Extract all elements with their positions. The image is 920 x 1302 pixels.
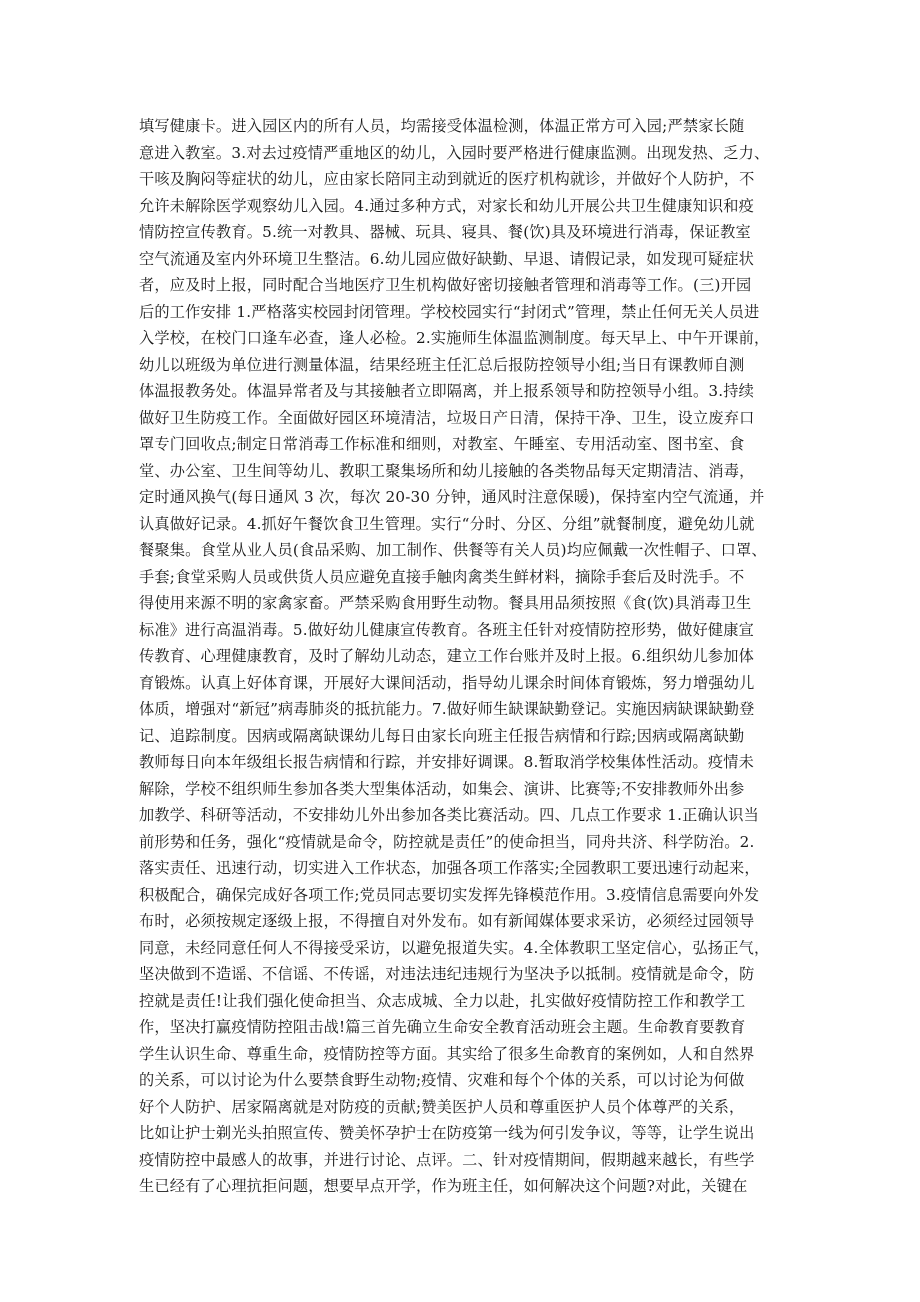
text-line: 空气流通及室内外环境卫生整洁。6.幼儿园应做好缺勤、早退、请假记录，如发现可疑症状 bbox=[139, 249, 755, 268]
text-line: 体质，增强对“新冠”病毒肺炎的抵抗能力。7.做好师生缺课缺勤登记。实施因病缺课缺勤登 bbox=[139, 700, 755, 718]
text-line: 坚决做到不造谣、不信谣、不传谣，对违法违纪违规行为坚决予以抵制。疫情就是命令，防 bbox=[139, 965, 755, 983]
text-line: 填写健康卡。进入园区内的所有人员，均需接受体温检测，体温正常方可入园;严禁家长随 bbox=[139, 117, 745, 135]
text-line: 作，坚决打赢疫情防控阻击战!篇三首先确立生命安全教育活动班会主题。生命教育要教育 bbox=[139, 1018, 746, 1036]
text-line: 控就是责任!让我们强化使命担当、众志成城、全力以赴，扎实做好疫情防控工作和教学工 bbox=[139, 991, 746, 1010]
text-line: 布时，必须按规定逐级上报，不得擅自对外发布。如有新闻媒体要求采访，必须经过园领导 bbox=[139, 912, 755, 930]
text-line: 手套;食堂采购人员或供货人员应避免直接手触肉禽类生鲜材料，摘除手套后及时洗手。不 bbox=[139, 567, 745, 586]
text-line: 认真做好记录。4.抓好午餐饮食卫生管理。实行“分时、分区、分组”就餐制度，避免幼儿就 bbox=[139, 514, 755, 533]
text-line: 好个人防护、居家隔离就是对防疫的贡献;赞美医护人员和尊重医护人员个体尊严的关系， bbox=[139, 1097, 745, 1116]
text-line: 堂、办公室、卫生间等幼儿、教职工聚集场所和幼儿接触的各类物品每天定期清洁、消毒， bbox=[139, 461, 755, 480]
text-line: 积极配合，确保完成好各项工作;党员同志要切实发挥先锋模范作用。3.疫情信息需要向外发 bbox=[139, 885, 760, 904]
text-line: 定时通风换气(每日通风 3 次，每次 20-30 分钟，通风时注意保暖)，保持室内空气流通，并 bbox=[139, 488, 765, 506]
text-line: 落实责任、迅速行动，切实进入工作状态，加强各项工作落实;全园教职工要迅速行动起来， bbox=[139, 859, 760, 877]
text-line: 情防控宣传教育。5.统一对教具、器械、玩具、寝具、餐(饮)具及环境进行消毒，保证教室 bbox=[139, 223, 751, 241]
text-line: 传教育、心理健康教育，及时了解幼儿动态，建立工作台账并及时上报。6.组织幼儿参加体 bbox=[139, 647, 755, 665]
text-line: 做好卫生防疫工作。全面做好园区环境清洁，垃圾日产日清，保持干净、卫生，设立废弃口 bbox=[139, 408, 755, 427]
text-line: 幼儿以班级为单位进行测量体温，结果经班主任汇总后报防控领导小组;当日有课教师自测 bbox=[139, 355, 745, 374]
text-line: 的关系，可以讨论为什么要禁食野生动物;疫情、灾难和每个个体的关系，可以讨论为何做 bbox=[139, 1071, 745, 1089]
text-line: 教师每日向本年级组长报告病情和行踪，并安排好调课。8.暂取消学校集体性活动。疫情未 bbox=[139, 753, 755, 771]
text-line: 体温报教务处。体温异常者及与其接触者立即隔离，并上报系领导和防控领导小组。3.持续 bbox=[139, 382, 755, 400]
text-line: 学生认识生命、尊重生命，疫情防控等方面。其实给了很多生命教育的案例如，人和自然界 bbox=[139, 1044, 755, 1063]
text-line: 比如让护士剃光头拍照宣传、赞美怀孕护士在防疫第一线为何引发争议，等等，让学生说出 bbox=[139, 1124, 755, 1142]
text-line: 生已经有了心理抗拒问题，想要早点开学，作为班主任，如何解决这个问题?对此，关键在 bbox=[139, 1177, 748, 1195]
text-line: 干咳及胸闷等症状的幼儿，应由家长陪同主动到就近的医疗机构就诊，并做好个人防护，不 bbox=[139, 170, 755, 188]
text-line: 同意，未经同意任何人不得接受采访，以避免报道失实。4.全体教职工坚定信心，弘扬正气， bbox=[139, 938, 770, 957]
text-line: 允许未解除医学观察幼儿入园。4.通过多种方式，对家长和幼儿开展公共卫生健康知识和疫 bbox=[139, 196, 755, 215]
text-line: 疫情防控中最感人的故事，并进行讨论、点评。二、针对疫情期间，假期越来越长，有些学 bbox=[139, 1150, 755, 1169]
body-text bbox=[139, 113, 785, 1200]
text-line: 罩专门回收点;制定日常消毒工作标准和细则，对教室、午睡室、专用活动室、图书室、食 bbox=[139, 435, 745, 453]
text-line: 前形势和任务，强化“疫情就是命令，防控就是责任”的使命担当，同舟共济、科学防治。2. bbox=[139, 832, 755, 851]
text-line: 入学校，在校门口逢车必查，逢人必检。2.实施师生体温监测制度。每天早上、中午开课前， bbox=[139, 329, 770, 347]
text-line: 后的工作安排 1.严格落实校园封闭管理。学校校园实行“封闭式”管理，禁止任何无关人员进 bbox=[139, 302, 760, 321]
text-line: 餐聚集。食堂从业人员(食品采购、加工制作、供餐等有关人员)均应佩戴一次性帽子、口罩、 bbox=[139, 541, 767, 559]
text-line: 解除，学校不组织师生参加各类大型集体活动，如集会、演讲、比赛等;不安排教师外出参 bbox=[139, 779, 745, 798]
text-line: 育锻炼。认真上好体育课，开展好大课间活动，指导幼儿课余时间体育锻炼，努力增强幼儿 bbox=[139, 673, 755, 692]
text-line: 意进入教室。3.对去过疫情严重地区的幼儿，入园时要严格进行健康监测。出现发热、乏力、 bbox=[139, 143, 770, 162]
text-line: 者，应及时上报，同时配合当地医疗卫生机构做好密切接触者管理和消毒等工作。(三)开园 bbox=[139, 276, 752, 294]
text-line: 得使用来源不明的家禽家畜。严禁采购食用野生动物。餐具用品须按照《食(饮)具消毒卫生 bbox=[139, 594, 752, 612]
text-line: 标准》进行高温消毒。5.做好幼儿健康宣传教育。各班主任针对疫情防控形势，做好健康宣 bbox=[139, 620, 755, 639]
text-line: 记、追踪制度。因病或隔离缺课幼儿每日由家长向班主任报告病情和行踪;因病或隔离缺勤 bbox=[139, 726, 745, 745]
text-line: 加教学、科研等活动，不安排幼儿外出参加各类比赛活动。四、几点工作要求 1.正确认识当 bbox=[139, 806, 760, 824]
